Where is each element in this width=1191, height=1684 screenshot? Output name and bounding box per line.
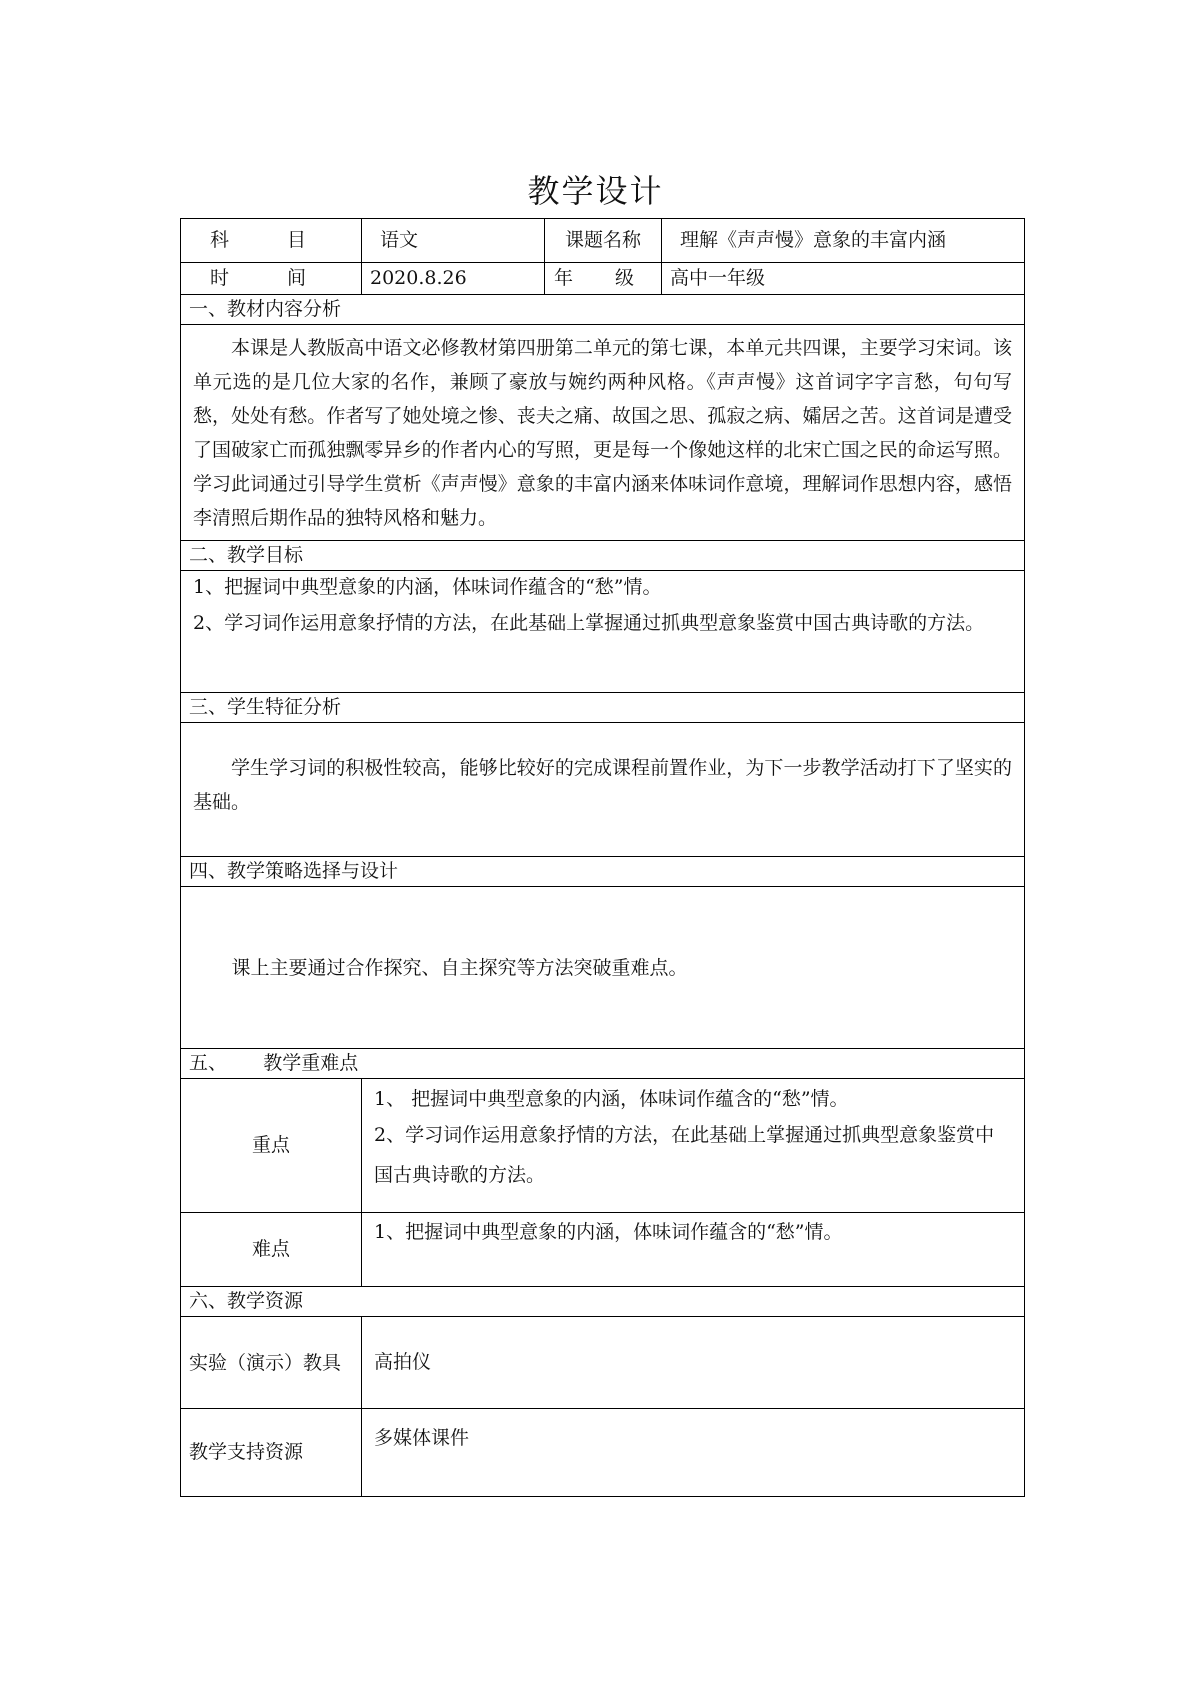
section-3-body-row: [181, 723, 1025, 857]
section-2-heading: 二、教学目标: [181, 541, 1025, 571]
section-heading-row: [181, 1287, 1025, 1317]
section-heading-row: [181, 295, 1025, 325]
key-point-item: 2、学习词作运用意象抒情的方法，在此基础上掌握通过抓典型意象鉴赏中国古典诗歌的方法。: [374, 1124, 995, 1186]
key-point-item: 1、 把握词中典型意象的内涵，体味词作蕴含的“愁”情。: [374, 1088, 849, 1110]
section-2-body-cell: [181, 571, 1025, 693]
subject-value: 语文: [362, 219, 545, 263]
grade-value: 高中一年级: [662, 263, 1025, 295]
goal-item: 2、学习词作运用意象抒情的方法，在此基础上掌握通过抓典型意象鉴赏中国古典诗歌的方法。: [193, 612, 985, 634]
section-1-body-row: [181, 325, 1025, 541]
section-2-body-row: [181, 571, 1025, 693]
time-label: 时 间: [181, 263, 362, 295]
difficulty-cell: [362, 1213, 1025, 1287]
textbook-analysis-text: 本课是人教版高中语文必修教材第四册第二单元的第七课，本单元共四课，主要学习宋词。该单元选的是几位大家的名作，兼顾了豪放与婉约两种风格。《声声慢》这首词字字言愁，句句写愁，处处有愁。作者写了她处境之惨、丧夫之痛、故国之思、孤寂之病、孀居之苦。这首词是遭受了国破家亡而孤独飘零异乡的作者内心的写照，更是每一个像她这样的北宋亡国之民的命运写照。学习此词通过引导学生赏析《声声慢》意象的丰富内涵来体味词作意境，理解词作思想内容，感悟李清照后期作品的独特风格和魅力。: [193, 336, 1012, 529]
key-points-row: [181, 1079, 1025, 1213]
difficulty-row: [181, 1213, 1025, 1287]
goal-item: 1、把握词中典型意象的内涵，体味词作蕴含的“愁”情。: [193, 576, 662, 598]
difficulty-label: 难点: [181, 1213, 362, 1287]
section-3-heading: 三、学生特征分析: [181, 693, 1025, 723]
subject-label: 科 目: [181, 219, 362, 263]
equipment-value: 高拍仪: [362, 1317, 1025, 1409]
section-1-heading: 一、教材内容分析: [181, 295, 1025, 325]
lesson-plan-table: [180, 218, 1025, 1497]
topic-value: 理解《声声慢》意象的丰富内涵: [662, 219, 1025, 263]
info-row-time: [181, 263, 1025, 295]
support-resource-label: 教学支持资源: [181, 1409, 362, 1497]
section-1-body-cell: [181, 325, 1025, 541]
info-row-subject: [181, 219, 1025, 263]
key-points-cell: [362, 1079, 1025, 1213]
difficulty-item: 1、把握词中典型意象的内涵，体味词作蕴含的“愁”情。: [374, 1221, 843, 1243]
support-resource-value: 多媒体课件: [362, 1409, 1025, 1497]
page-title: 教学设计: [527, 172, 664, 210]
section-4-body-cell: [181, 887, 1025, 1049]
section-heading-row: [181, 541, 1025, 571]
time-value: 2020.8.26: [362, 263, 545, 295]
section-3-body-cell: [181, 723, 1025, 857]
resource-row-equipment: [181, 1317, 1025, 1409]
equipment-label: 实验（演示）教具: [181, 1317, 362, 1409]
section-4-heading: 四、教学策略选择与设计: [181, 857, 1025, 887]
section-heading-row: [181, 857, 1025, 887]
topic-label: 课题名称: [545, 219, 662, 263]
section-heading-row: [181, 693, 1025, 723]
grade-label: 年 级: [545, 263, 662, 295]
section-5-heading: 五、 教学重难点: [181, 1049, 1025, 1079]
section-4-body-row: [181, 887, 1025, 1049]
key-points-label: 重点: [181, 1079, 362, 1213]
section-6-heading: 六、教学资源: [181, 1287, 1025, 1317]
resource-row-support: [181, 1409, 1025, 1497]
section-heading-row: [181, 1049, 1025, 1079]
strategy-text: 课上主要通过合作探究、自主探究等方法突破重难点。: [231, 956, 688, 979]
student-analysis-text: 学生学习词的积极性较高，能够比较好的完成课程前置作业，为下一步教学活动打下了坚实的基础。: [193, 756, 1012, 813]
